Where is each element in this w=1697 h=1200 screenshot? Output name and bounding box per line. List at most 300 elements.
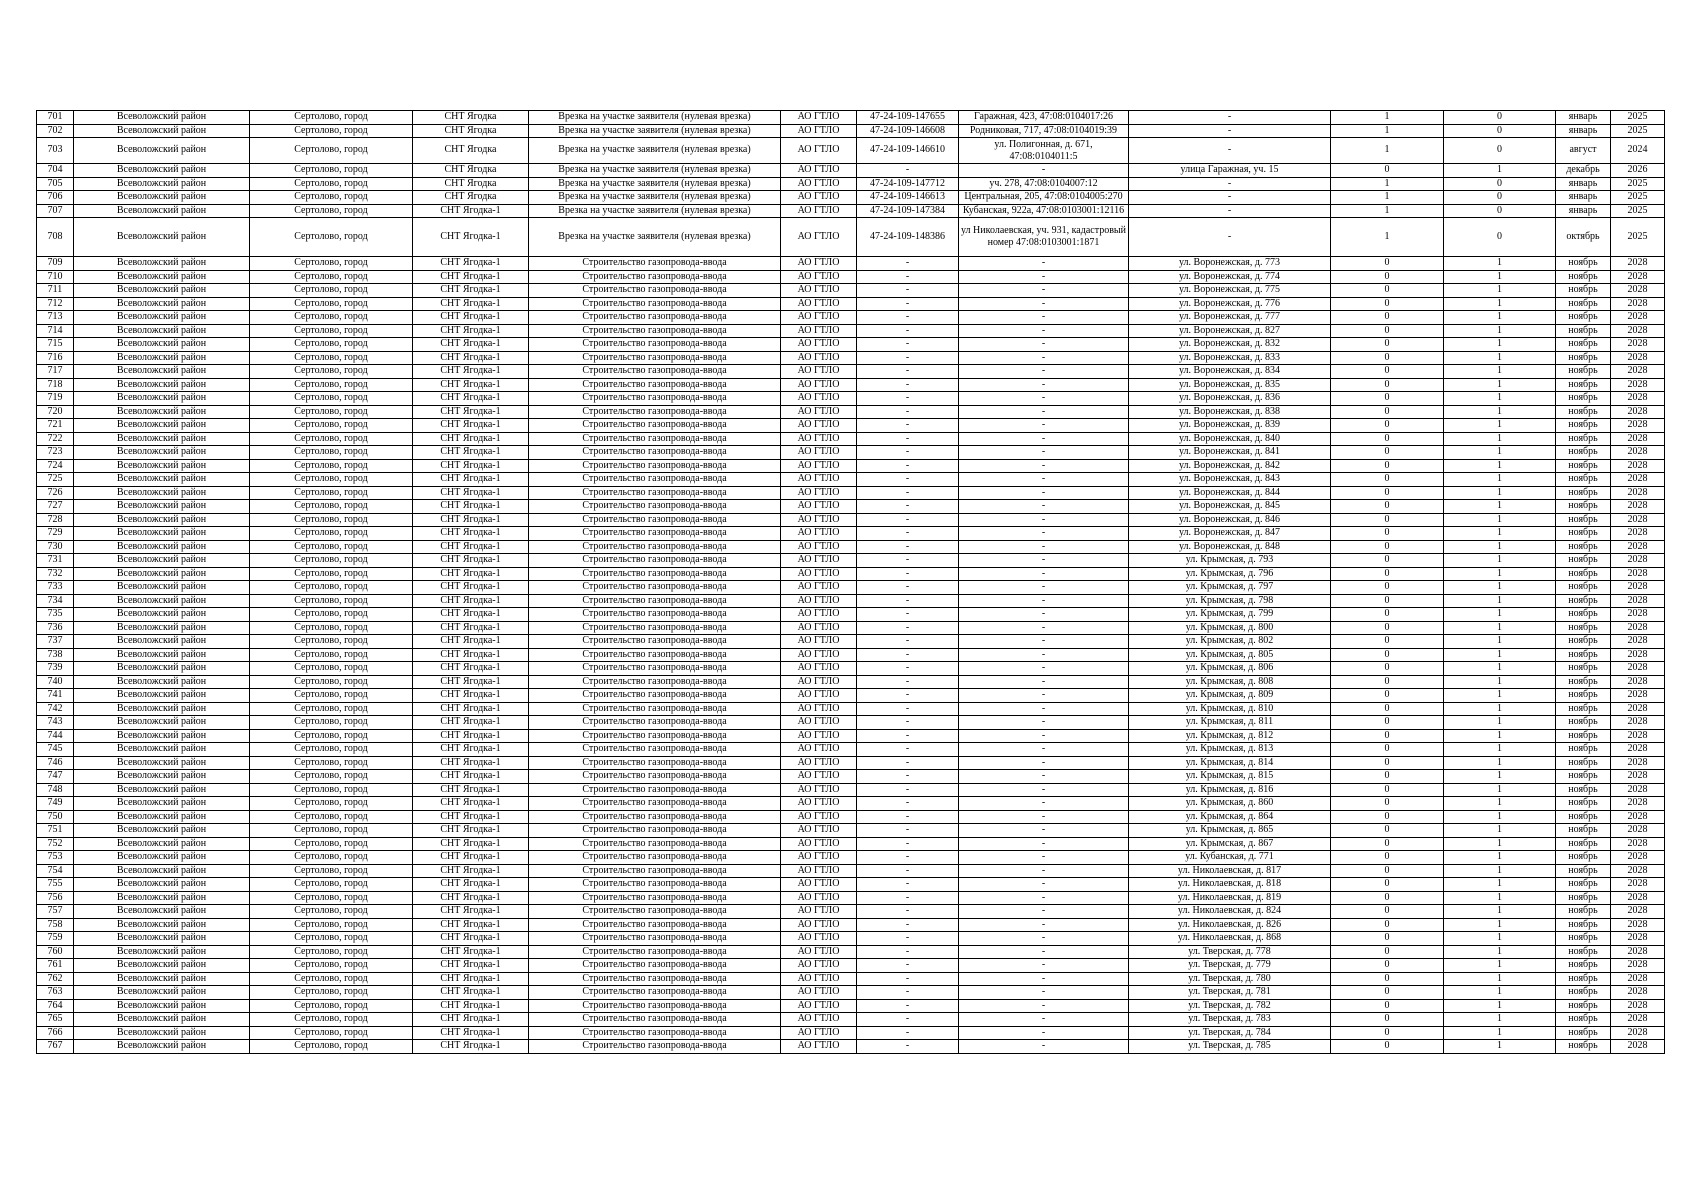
table-row [37,513,1665,527]
plot-address-cadastral-cell: - [959,837,1129,851]
year-cell: 2028 [1611,324,1665,338]
snt-cell: СНТ Ягодка [413,164,529,178]
plot-address-cadastral-cell: - [959,824,1129,838]
table-row [37,138,1665,164]
district-cell: Всеволожский район [74,459,250,473]
snt-cell: СНТ Ягодка-1 [413,635,529,649]
settlement-cell: Сертолово, город [250,270,413,284]
plot-address-cadastral-cell: - [959,756,1129,770]
table-row [37,459,1665,473]
count-a-cell: 0 [1331,918,1444,932]
count-b-cell: 1 [1444,392,1556,406]
district-cell: Всеволожский район [74,473,250,487]
row-number: 765 [37,1013,74,1027]
work-type-cell: Врезка на участке заявителя (нулевая врезка) [529,191,781,205]
row-number: 758 [37,918,74,932]
count-a-cell: 0 [1331,486,1444,500]
row-number: 705 [37,177,74,191]
district-cell: Всеволожский район [74,972,250,986]
district-cell: Всеволожский район [74,111,250,125]
settlement-cell: Сертолово, город [250,729,413,743]
organization-cell: АО ГТЛО [781,986,857,1000]
row-number: 724 [37,459,74,473]
district-cell: Всеволожский район [74,527,250,541]
settlement-cell: Сертолово, город [250,648,413,662]
month-cell: январь [1556,111,1611,125]
year-cell: 2028 [1611,405,1665,419]
district-cell: Всеволожский район [74,257,250,271]
count-a-cell: 0 [1331,540,1444,554]
row-number: 737 [37,635,74,649]
application-number-cell: - [857,351,959,365]
application-number-cell: - [857,797,959,811]
year-cell: 2028 [1611,581,1665,595]
plot-address-cadastral-cell: - [959,500,1129,514]
application-number-cell: - [857,945,959,959]
count-a-cell: 0 [1331,999,1444,1013]
count-b-cell: 1 [1444,986,1556,1000]
month-cell: ноябрь [1556,756,1611,770]
object-address-cell: ул. Воронежская, д. 843 [1129,473,1331,487]
snt-cell: СНТ Ягодка-1 [413,473,529,487]
month-cell: ноябрь [1556,338,1611,352]
object-address-cell: ул. Николаевская, д. 824 [1129,905,1331,919]
object-address-cell: ул. Крымская, д. 816 [1129,783,1331,797]
plot-address-cadastral-cell: - [959,648,1129,662]
year-cell: 2028 [1611,432,1665,446]
count-b-cell: 0 [1444,218,1556,257]
row-number: 753 [37,851,74,865]
row-number: 736 [37,621,74,635]
count-b-cell: 1 [1444,918,1556,932]
district-cell: Всеволожский район [74,702,250,716]
year-cell: 2028 [1611,810,1665,824]
object-address-cell: ул. Крымская, д. 815 [1129,770,1331,784]
table-row [37,554,1665,568]
object-address-cell: - [1129,191,1331,205]
table-row [37,959,1665,973]
year-cell: 2028 [1611,378,1665,392]
row-number: 741 [37,689,74,703]
count-a-cell: 1 [1331,204,1444,218]
object-address-cell: улица Гаражная, уч. 15 [1129,164,1331,178]
row-number: 742 [37,702,74,716]
organization-cell: АО ГТЛО [781,459,857,473]
organization-cell: АО ГТЛО [781,405,857,419]
count-a-cell: 0 [1331,567,1444,581]
count-a-cell: 0 [1331,284,1444,298]
count-a-cell: 1 [1331,177,1444,191]
district-cell: Всеволожский район [74,164,250,178]
organization-cell: АО ГТЛО [781,689,857,703]
snt-cell: СНТ Ягодка-1 [413,218,529,257]
work-type-cell: Строительство газопровода-ввода [529,581,781,595]
work-type-cell: Врезка на участке заявителя (нулевая врезка) [529,218,781,257]
settlement-cell: Сертолово, город [250,567,413,581]
count-a-cell: 0 [1331,783,1444,797]
snt-cell: СНТ Ягодка-1 [413,891,529,905]
plot-address-cadastral-cell: уч. 278, 47:08:0104007:12 [959,177,1129,191]
application-number-cell: - [857,810,959,824]
plot-address-cadastral-cell: - [959,945,1129,959]
month-cell: ноябрь [1556,824,1611,838]
count-a-cell: 0 [1331,419,1444,433]
organization-cell: АО ГТЛО [781,204,857,218]
plot-address-cadastral-cell: - [959,851,1129,865]
organization-cell: АО ГТЛО [781,837,857,851]
plot-address-cadastral-cell: - [959,729,1129,743]
year-cell: 2028 [1611,851,1665,865]
plot-address-cadastral-cell: - [959,783,1129,797]
year-cell: 2028 [1611,338,1665,352]
month-cell: ноябрь [1556,378,1611,392]
count-b-cell: 1 [1444,999,1556,1013]
count-b-cell: 1 [1444,621,1556,635]
work-type-cell: Строительство газопровода-ввода [529,878,781,892]
district-cell: Всеволожский район [74,1013,250,1027]
table-row [37,124,1665,138]
count-a-cell: 0 [1331,905,1444,919]
table-row [37,648,1665,662]
table-row [37,164,1665,178]
district-cell: Всеволожский район [74,1026,250,1040]
plot-address-cadastral-cell: - [959,594,1129,608]
snt-cell: СНТ Ягодка-1 [413,905,529,919]
count-b-cell: 0 [1444,111,1556,125]
plot-address-cadastral-cell: - [959,459,1129,473]
count-a-cell: 0 [1331,662,1444,676]
settlement-cell: Сертолово, город [250,324,413,338]
district-cell: Всеволожский район [74,405,250,419]
snt-cell: СНТ Ягодка-1 [413,204,529,218]
settlement-cell: Сертолово, город [250,500,413,514]
count-b-cell: 1 [1444,338,1556,352]
snt-cell: СНТ Ягодка [413,177,529,191]
year-cell: 2028 [1611,392,1665,406]
organization-cell: АО ГТЛО [781,675,857,689]
month-cell: ноябрь [1556,608,1611,622]
organization-cell: АО ГТЛО [781,770,857,784]
application-number-cell: - [857,405,959,419]
work-type-cell: Строительство газопровода-ввода [529,500,781,514]
month-cell: ноябрь [1556,783,1611,797]
table-row [37,1013,1665,1027]
row-number: 751 [37,824,74,838]
district-cell: Всеволожский район [74,138,250,164]
district-cell: Всеволожский район [74,689,250,703]
settlement-cell: Сертолово, город [250,878,413,892]
plot-address-cadastral-cell: - [959,797,1129,811]
settlement-cell: Сертолово, город [250,459,413,473]
application-number-cell: - [857,392,959,406]
count-b-cell: 1 [1444,702,1556,716]
year-cell: 2028 [1611,797,1665,811]
row-number: 738 [37,648,74,662]
work-type-cell: Врезка на участке заявителя (нулевая врезка) [529,204,781,218]
work-type-cell: Строительство газопровода-ввода [529,851,781,865]
settlement-cell: Сертолово, город [250,959,413,973]
organization-cell: АО ГТЛО [781,797,857,811]
object-address-cell: ул. Воронежская, д. 777 [1129,311,1331,325]
settlement-cell: Сертолово, город [250,124,413,138]
plot-address-cadastral-cell: - [959,716,1129,730]
count-a-cell: 0 [1331,1040,1444,1054]
plot-address-cadastral-cell: - [959,932,1129,946]
work-type-cell: Строительство газопровода-ввода [529,743,781,757]
snt-cell: СНТ Ягодка-1 [413,392,529,406]
organization-cell: АО ГТЛО [781,635,857,649]
snt-cell: СНТ Ягодка-1 [413,716,529,730]
snt-cell: СНТ Ягодка-1 [413,297,529,311]
snt-cell: СНТ Ягодка-1 [413,837,529,851]
snt-cell: СНТ Ягодка-1 [413,675,529,689]
table-row [37,527,1665,541]
settlement-cell: Сертолово, город [250,891,413,905]
row-number: 725 [37,473,74,487]
settlement-cell: Сертолово, город [250,218,413,257]
object-address-cell: ул. Воронежская, д. 847 [1129,527,1331,541]
year-cell: 2028 [1611,311,1665,325]
plot-address-cadastral-cell: - [959,581,1129,595]
object-address-cell: ул. Крымская, д. 809 [1129,689,1331,703]
object-address-cell: - [1129,218,1331,257]
year-cell: 2028 [1611,284,1665,298]
application-number-cell: - [857,770,959,784]
work-type-cell: Врезка на участке заявителя (нулевая врезка) [529,177,781,191]
settlement-cell: Сертолово, город [250,662,413,676]
year-cell: 2028 [1611,999,1665,1013]
row-number: 719 [37,392,74,406]
organization-cell: АО ГТЛО [781,500,857,514]
snt-cell: СНТ Ягодка [413,111,529,125]
district-cell: Всеволожский район [74,567,250,581]
object-address-cell: ул. Николаевская, д. 818 [1129,878,1331,892]
application-number-cell: - [857,608,959,622]
table-row [37,918,1665,932]
count-b-cell: 1 [1444,689,1556,703]
plot-address-cadastral-cell: ул. Полигонная, д. 671, 47:08:0104011:5 [959,138,1129,164]
count-b-cell: 1 [1444,500,1556,514]
year-cell: 2028 [1611,608,1665,622]
district-cell: Всеволожский район [74,621,250,635]
snt-cell: СНТ Ягодка-1 [413,351,529,365]
plot-address-cadastral-cell: - [959,164,1129,178]
application-number-cell: 47-24-109-147384 [857,204,959,218]
application-number-cell: - [857,554,959,568]
settlement-cell: Сертолово, город [250,716,413,730]
organization-cell: АО ГТЛО [781,419,857,433]
count-b-cell: 1 [1444,270,1556,284]
row-number: 702 [37,124,74,138]
plot-address-cadastral-cell: - [959,351,1129,365]
work-type-cell: Строительство газопровода-ввода [529,945,781,959]
row-number: 701 [37,111,74,125]
organization-cell: АО ГТЛО [781,824,857,838]
plot-address-cadastral-cell: - [959,810,1129,824]
work-type-cell: Строительство газопровода-ввода [529,972,781,986]
work-type-cell: Строительство газопровода-ввода [529,527,781,541]
count-a-cell: 0 [1331,432,1444,446]
plot-address-cadastral-cell: - [959,1040,1129,1054]
organization-cell: АО ГТЛО [781,851,857,865]
settlement-cell: Сертолово, город [250,138,413,164]
settlement-cell: Сертолово, город [250,999,413,1013]
snt-cell: СНТ Ягодка-1 [413,378,529,392]
district-cell: Всеволожский район [74,837,250,851]
year-cell: 2026 [1611,164,1665,178]
work-type-cell: Строительство газопровода-ввода [529,797,781,811]
month-cell: ноябрь [1556,540,1611,554]
year-cell: 2028 [1611,743,1665,757]
settlement-cell: Сертолово, город [250,1040,413,1054]
year-cell: 2028 [1611,1040,1665,1054]
district-cell: Всеволожский район [74,594,250,608]
row-number: 739 [37,662,74,676]
snt-cell: СНТ Ягодка-1 [413,959,529,973]
district-cell: Всеволожский район [74,581,250,595]
count-a-cell: 1 [1331,138,1444,164]
month-cell: ноябрь [1556,891,1611,905]
work-type-cell: Строительство газопровода-ввода [529,284,781,298]
organization-cell: АО ГТЛО [781,270,857,284]
work-type-cell: Строительство газопровода-ввода [529,311,781,325]
object-address-cell: ул. Крымская, д. 808 [1129,675,1331,689]
snt-cell: СНТ Ягодка-1 [413,581,529,595]
settlement-cell: Сертолово, город [250,486,413,500]
row-number: 732 [37,567,74,581]
snt-cell: СНТ Ягодка-1 [413,702,529,716]
plot-address-cadastral-cell: - [959,446,1129,460]
application-number-cell: 47-24-109-146610 [857,138,959,164]
month-cell: ноябрь [1556,405,1611,419]
settlement-cell: Сертолово, город [250,177,413,191]
table-row [37,486,1665,500]
count-b-cell: 1 [1444,486,1556,500]
object-address-cell: ул. Крымская, д. 860 [1129,797,1331,811]
snt-cell: СНТ Ягодка-1 [413,284,529,298]
application-number-cell: - [857,257,959,271]
work-type-cell: Строительство газопровода-ввода [529,675,781,689]
count-a-cell: 0 [1331,351,1444,365]
row-number: 728 [37,513,74,527]
district-cell: Всеволожский район [74,324,250,338]
district-cell: Всеволожский район [74,770,250,784]
count-a-cell: 0 [1331,810,1444,824]
settlement-cell: Сертолово, город [250,797,413,811]
row-number: 767 [37,1040,74,1054]
year-cell: 2028 [1611,527,1665,541]
organization-cell: АО ГТЛО [781,177,857,191]
plot-address-cadastral-cell: - [959,675,1129,689]
object-address-cell: - [1129,111,1331,125]
snt-cell: СНТ Ягодка-1 [413,594,529,608]
district-cell: Всеволожский район [74,338,250,352]
table-row [37,770,1665,784]
work-type-cell: Строительство газопровода-ввода [529,689,781,703]
count-b-cell: 1 [1444,297,1556,311]
plot-address-cadastral-cell: - [959,878,1129,892]
year-cell: 2028 [1611,662,1665,676]
count-b-cell: 0 [1444,191,1556,205]
month-cell: ноябрь [1556,567,1611,581]
row-number: 756 [37,891,74,905]
application-number-cell: - [857,540,959,554]
year-cell: 2028 [1611,716,1665,730]
count-b-cell: 1 [1444,864,1556,878]
application-number-cell: - [857,311,959,325]
application-number-cell: - [857,662,959,676]
settlement-cell: Сертолово, город [250,378,413,392]
settlement-cell: Сертолово, город [250,1013,413,1027]
row-number: 717 [37,365,74,379]
settlement-cell: Сертолово, город [250,405,413,419]
application-number-cell: - [857,999,959,1013]
table-row [37,878,1665,892]
year-cell: 2028 [1611,513,1665,527]
object-address-cell: ул. Крымская, д. 797 [1129,581,1331,595]
count-b-cell: 1 [1444,365,1556,379]
application-number-cell: - [857,837,959,851]
organization-cell: АО ГТЛО [781,959,857,973]
application-number-cell: - [857,702,959,716]
table-row [37,824,1665,838]
district-cell: Всеволожский район [74,743,250,757]
object-address-cell: ул. Крымская, д. 793 [1129,554,1331,568]
row-number: 735 [37,608,74,622]
district-cell: Всеволожский район [74,905,250,919]
application-number-cell: - [857,621,959,635]
application-number-cell: - [857,851,959,865]
count-b-cell: 1 [1444,945,1556,959]
count-a-cell: 0 [1331,378,1444,392]
table-row [37,581,1665,595]
count-b-cell: 1 [1444,729,1556,743]
plot-address-cadastral-cell: - [959,743,1129,757]
organization-cell: АО ГТЛО [781,999,857,1013]
plot-address-cadastral-cell: - [959,959,1129,973]
row-number: 723 [37,446,74,460]
row-number: 763 [37,986,74,1000]
table-row [37,986,1665,1000]
month-cell: ноябрь [1556,797,1611,811]
table-row [37,972,1665,986]
snt-cell: СНТ Ягодка-1 [413,932,529,946]
month-cell: ноябрь [1556,513,1611,527]
work-type-cell: Строительство газопровода-ввода [529,405,781,419]
application-number-cell: - [857,756,959,770]
count-a-cell: 0 [1331,716,1444,730]
settlement-cell: Сертолово, город [250,594,413,608]
organization-cell: АО ГТЛО [781,621,857,635]
work-type-cell: Строительство газопровода-ввода [529,554,781,568]
object-address-cell: ул. Крымская, д. 864 [1129,810,1331,824]
count-b-cell: 0 [1444,177,1556,191]
settlement-cell: Сертолово, город [250,851,413,865]
organization-cell: АО ГТЛО [781,311,857,325]
table-row [37,837,1665,851]
month-cell: ноябрь [1556,743,1611,757]
organization-cell: АО ГТЛО [781,702,857,716]
month-cell: ноябрь [1556,594,1611,608]
object-address-cell: ул. Крымская, д. 814 [1129,756,1331,770]
table-row [37,621,1665,635]
snt-cell: СНТ Ягодка-1 [413,567,529,581]
settlement-cell: Сертолово, город [250,432,413,446]
snt-cell: СНТ Ягодка-1 [413,743,529,757]
work-type-cell: Строительство газопровода-ввода [529,621,781,635]
year-cell: 2025 [1611,191,1665,205]
row-number: 714 [37,324,74,338]
